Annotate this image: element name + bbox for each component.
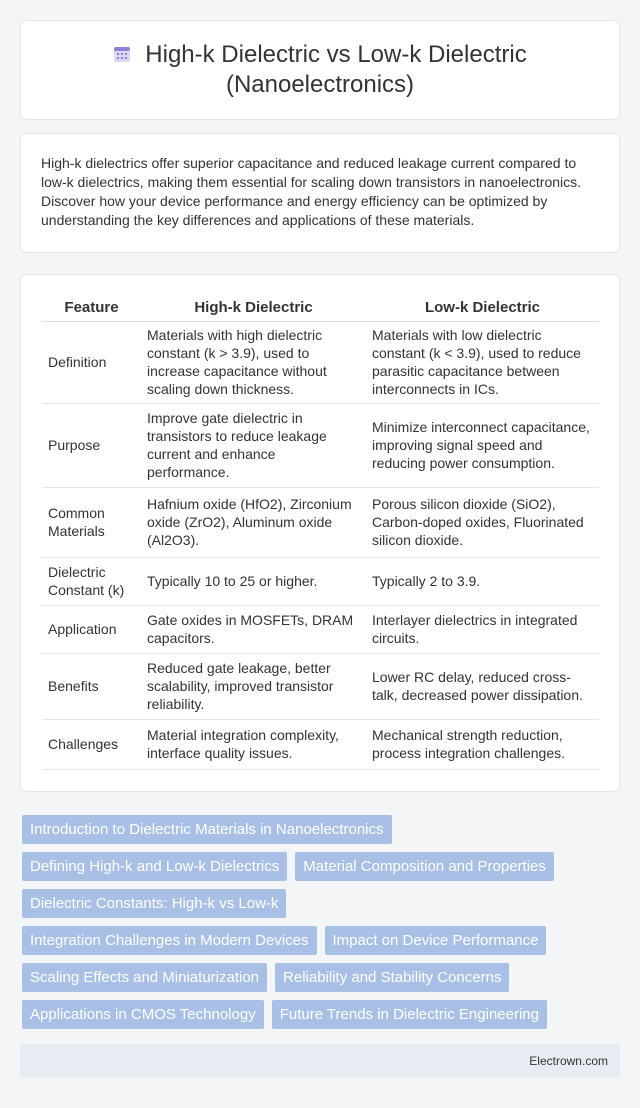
tag-row xyxy=(22,852,622,881)
tag-link[interactable]: Applications in CMOS Technology xyxy=(22,1000,264,1029)
low-k-cell: Lower RC delay, reduced cross-talk, decreased power dissipation. xyxy=(366,653,599,719)
tag-link[interactable]: Reliability and Stability Concerns xyxy=(275,963,509,992)
tag-link[interactable]: Dielectric Constants: High-k vs Low-k xyxy=(22,889,286,918)
comparison-table xyxy=(42,295,599,770)
comparison-card xyxy=(20,274,620,792)
header-feature: Feature xyxy=(42,295,141,321)
calendar-grid-icon xyxy=(113,45,131,63)
tag-link[interactable]: Material Composition and Properties xyxy=(295,852,554,881)
title-line-1: High-k Dielectric vs Low-k Dielectric xyxy=(145,41,527,68)
tag-link[interactable]: Integration Challenges in Modern Devices xyxy=(22,926,317,955)
intro-card xyxy=(20,133,620,253)
feature-cell: Purpose xyxy=(42,403,141,487)
header-high-k: High-k Dielectric xyxy=(141,295,366,321)
table-row xyxy=(42,487,599,557)
high-k-cell: Hafnium oxide (HfO2), Zirconium oxide (ZrO2), Aluminum oxide (Al2O3). xyxy=(141,487,366,557)
feature-cell: Benefits xyxy=(42,653,141,719)
tag-row xyxy=(22,1000,622,1029)
high-k-cell: Materials with high dielectric constant (k > 3.9), used to increase capacitance without scaling down thickness. xyxy=(141,321,366,403)
title-card xyxy=(20,20,620,120)
table-row xyxy=(42,403,599,487)
low-k-cell: Typically 2 to 3.9. xyxy=(366,557,599,605)
high-k-cell: Improve gate dielectric in transistors to reduce leakage current and enhance performance. xyxy=(141,403,366,487)
table-row xyxy=(42,653,599,719)
footer xyxy=(20,1044,620,1078)
feature-cell: Dielectric Constant (k) xyxy=(42,557,141,605)
high-k-cell: Reduced gate leakage, better scalability, improved transistor reliability. xyxy=(141,653,366,719)
high-k-cell: Typically 10 to 25 or higher. xyxy=(141,557,366,605)
tag-row xyxy=(22,963,622,992)
feature-cell: Application xyxy=(42,605,141,653)
feature-cell: Common Materials xyxy=(42,487,141,557)
low-k-cell: Materials with low dielectric constant (k < 3.9), used to reduce parasitic capacitance between interconnects in ICs. xyxy=(366,321,599,403)
header-low-k: Low-k Dielectric xyxy=(366,295,599,321)
tag-row xyxy=(22,889,622,918)
title-line-2: (Nanoelectronics) xyxy=(225,71,415,98)
high-k-cell: Material integration complexity, interface quality issues. xyxy=(141,719,366,769)
feature-cell: Definition xyxy=(42,321,141,403)
tag-link[interactable]: Defining High-k and Low-k Dielectrics xyxy=(22,852,287,881)
low-k-cell: Porous silicon dioxide (SiO2), Carbon-doped oxides, Fluorinated silicon dioxide. xyxy=(366,487,599,557)
low-k-cell: Mechanical strength reduction, process integration challenges. xyxy=(366,719,599,769)
intro-text: High-k dielectrics offer superior capacitance and reduced leakage current compared to low-k dielectrics, making them essential for scaling down transistors in nanoelectronics. Discover how your device performance and energy efficiency can be optimized by understanding the key differences and applications of these materials. xyxy=(41,155,582,228)
tag-link[interactable]: Impact on Device Performance xyxy=(325,926,547,955)
feature-cell: Challenges xyxy=(42,719,141,769)
tag-link[interactable]: Future Trends in Dielectric Engineering xyxy=(272,1000,547,1029)
table-row xyxy=(42,321,599,403)
table-row xyxy=(42,719,599,769)
tag-row xyxy=(22,815,622,844)
topic-tags xyxy=(22,815,622,1037)
high-k-cell: Gate oxides in MOSFETs, DRAM capacitors. xyxy=(141,605,366,653)
tag-row xyxy=(22,926,622,955)
low-k-cell: Minimize interconnect capacitance, improving signal speed and reducing power consumption. xyxy=(366,403,599,487)
page-title xyxy=(113,40,526,100)
table-header-row xyxy=(42,295,599,321)
low-k-cell: Interlayer dielectrics in integrated circuits. xyxy=(366,605,599,653)
table-row xyxy=(42,557,599,605)
table-row xyxy=(42,605,599,653)
tag-link[interactable]: Introduction to Dielectric Materials in Nanoelectronics xyxy=(22,815,392,844)
tag-link[interactable]: Scaling Effects and Miniaturization xyxy=(22,963,267,992)
footer-site[interactable]: Electrown.com xyxy=(529,1054,608,1068)
